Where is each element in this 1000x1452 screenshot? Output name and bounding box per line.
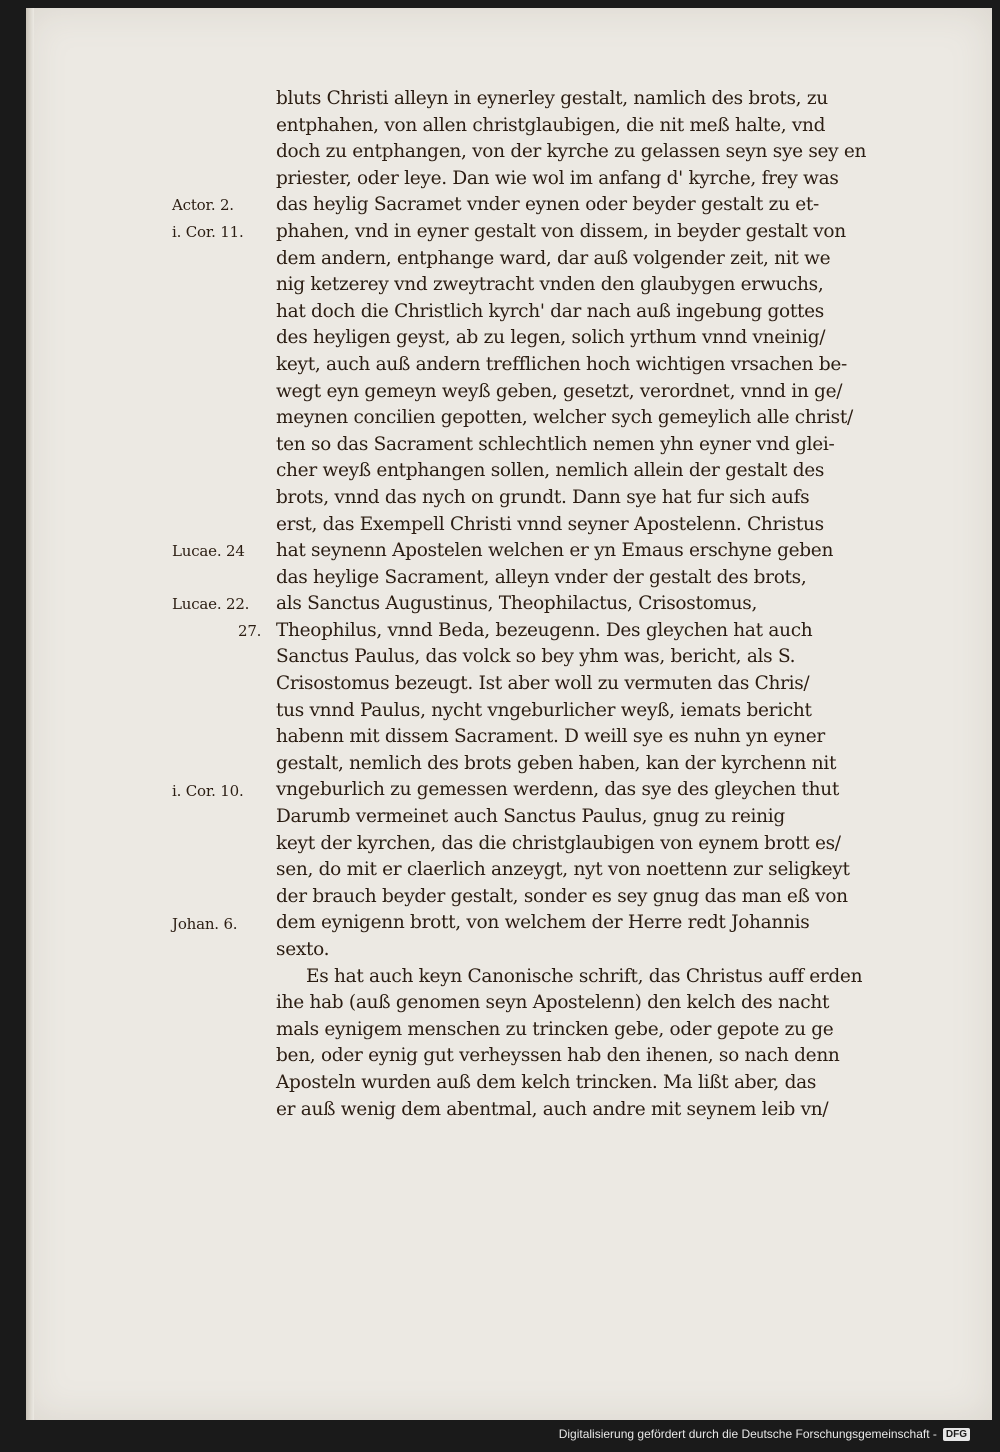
text-line: das heylig Sacramet vnder eynen oder beyder gestalt zu et- (276, 194, 819, 216)
dfg-logo: DFG (943, 1428, 970, 1441)
text-line: das heylige Sacrament, alleyn vnder der gestalt des brots, (276, 566, 807, 588)
text-line: keyt der kyrchen, das die christglaubigen von eynem brott es/ (276, 832, 841, 854)
text-line: der brauch beyder gestalt, sonder es sey gnug das man eß von (276, 885, 848, 907)
text-line: Aposteln wurden auß dem kelch trincken. Ma lißt aber, das (276, 1071, 817, 1093)
text-line: vngeburlich zu gemessen werdenn, das sye des gleychen thut (276, 779, 839, 801)
text-line: bluts Christi alleyn in eynerley gestalt, namlich des brots, zu (276, 88, 828, 109)
text-line: hat doch die Christlich kyrch' dar nach auß ingebung gottes (276, 300, 824, 322)
text-line: Sanctus Paulus, das volck so bey yhm was, bericht, als S. (276, 646, 796, 668)
text-line: Theophilus, vnnd Beda, bezeugenn. Des gleychen hat auch (276, 619, 813, 641)
text-line: dem eynigenn brott, von welchem der Herre redt Johannis (276, 912, 810, 934)
text-line: ten so das Sacrament schlechtlich nemen yhn eyner vnd glei- (276, 433, 835, 455)
footer (559, 1423, 970, 1445)
text-line: hat seynenn Apostelen welchen er yn Emaus erschyne geben (276, 540, 834, 562)
marginal-note: i. Cor. 11. (172, 223, 244, 241)
text-line: als Sanctus Augustinus, Theophilactus, Crisostomus, (276, 593, 758, 615)
marginal-note: 27. (238, 622, 262, 640)
text-line: priester, oder leye. Dan wie wol im anfang d' kyrche, frey was (276, 167, 839, 189)
text-line: ihe hab (auß genomen seyn Apostelenn) den kelch des nacht (276, 992, 830, 1014)
text-line: nig ketzerey vnd zweytracht vnden den glaubygen erwuchs, (276, 274, 824, 296)
text-line: sexto. (276, 939, 330, 960)
text-line: ben, oder eynig gut verheyssen hab den ihenen, so nach denn (276, 1045, 840, 1067)
text-line: er auß wenig dem abentmal, auch andre mit seynem leib vn/ (276, 1098, 829, 1120)
text-line: mals eynigem menschen zu trincken gebe, oder gepote zu ge (276, 1018, 834, 1040)
marginal-note: Lucae. 22. (172, 595, 250, 614)
text-line: wegt eyn gemeyn weyß geben, gesetzt, verordnet, vnnd in ge/ (276, 380, 843, 402)
text-line: erst, das Exempell Christi vnnd seyner Apostelenn. Christus (276, 513, 824, 535)
text-line: doch zu entphangen, von der kyrche zu gelassen seyn sye sey en (276, 141, 867, 163)
main-text-block (276, 86, 964, 1123)
text-line: cher weyß entphangen sollen, nemlich allein der gestalt des (276, 460, 825, 482)
text-line: Darumb vermeinet auch Sanctus Paulus, gnug zu reinig (276, 806, 785, 828)
text-line: gestalt, nemlich des brots geben haben, kan der kyrchenn nit (276, 752, 837, 774)
funding-note: Digitalisierung gefördert durch die Deutsche Forschungsgemeinschaft - (558, 1427, 937, 1441)
marginal-note: Johan. 6. (172, 914, 238, 933)
text-line: habenn mit dissem Sacrament. D weill sye es nuhn yn eyner (276, 726, 825, 748)
marginal-note: Lucae. 24 (172, 542, 245, 561)
page-binding-edge (26, 8, 34, 1420)
text-line: dem andern, entphange ward, dar auß volgender zeit, nit we (276, 247, 831, 269)
text-line: sen, do mit er claerlich anzeygt, nyt von noettenn zur seligkeyt (276, 859, 850, 881)
text-line: des heyligen geyst, ab zu legen, solich yrthum vnnd vneinig/ (276, 327, 826, 349)
text-line: Es hat auch keyn Canonische schrift, das Christus auff erden (306, 965, 863, 987)
text-line: entphahen, von allen christglaubigen, die nit meß halte, vnd (276, 114, 826, 136)
text-line: brots, vnnd das nych on grundt. Dann sye hat fur sich aufs (276, 486, 810, 508)
text-line: tus vnnd Paulus, nycht vngeburlicher weyß, iemats bericht (276, 699, 812, 721)
text-line: meynen concilien gepotten, welcher sych gemeylich alle christ/ (276, 407, 853, 429)
text-line: phahen, vnd in eyner gestalt von dissem, in beyder gestalt von (276, 220, 846, 242)
marginal-note: Actor. 2. (172, 196, 234, 215)
marginal-note: i. Cor. 10. (172, 781, 244, 800)
text-line: Crisostomus bezeugt. Ist aber woll zu vermuten das Chris/ (276, 673, 810, 695)
text-line: keyt, auch auß andern trefflichen hoch wichtigen vrsachen be- (276, 353, 847, 375)
